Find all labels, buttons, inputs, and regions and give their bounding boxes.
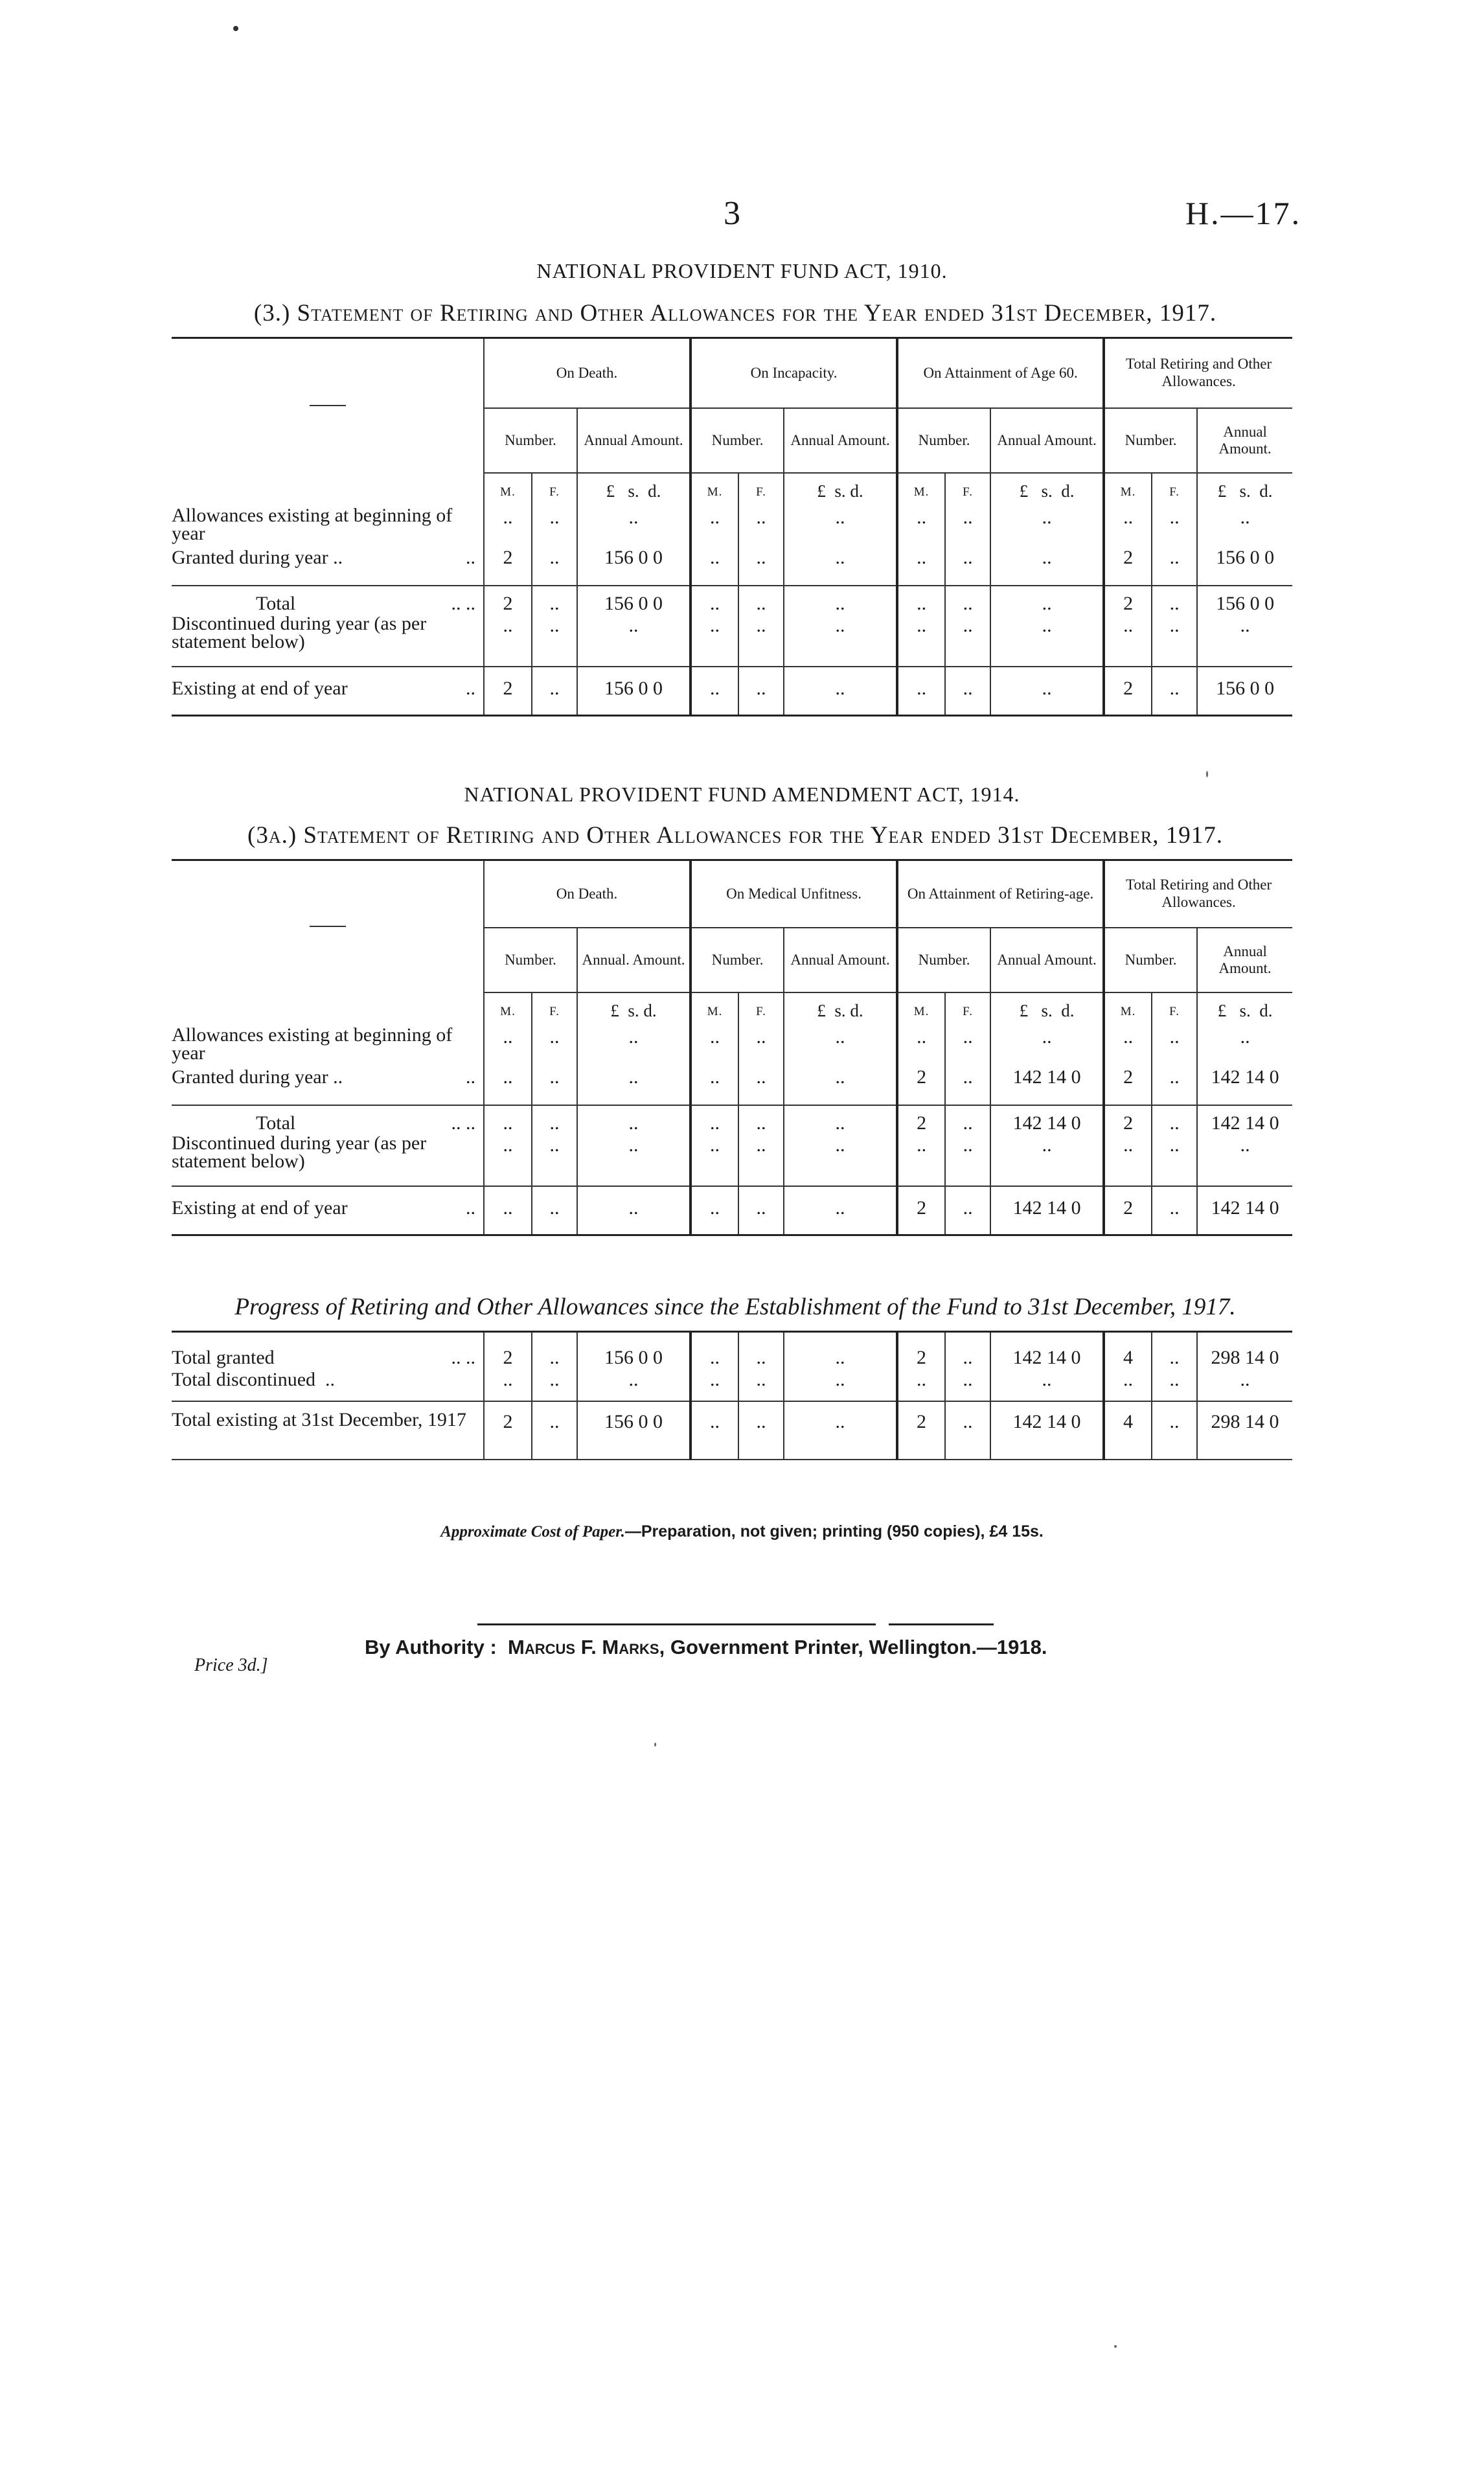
cell: .. xyxy=(897,507,945,547)
cell: 2 xyxy=(484,1332,532,1370)
row-label: Existing at end of year .. xyxy=(172,677,475,699)
cell: .. xyxy=(577,615,691,667)
cell: .. xyxy=(945,547,990,586)
annual-subheader: Annual Amount. xyxy=(577,408,691,473)
cell: .. xyxy=(1152,547,1197,586)
cell: .. xyxy=(945,1105,990,1134)
cell: .. xyxy=(691,547,738,586)
cell: 142 14 0 xyxy=(990,1066,1104,1105)
cell: .. xyxy=(691,1401,738,1460)
cell: 2 xyxy=(897,1332,945,1370)
cell: .. xyxy=(577,1066,691,1105)
cell: .. xyxy=(1104,1134,1152,1186)
cell: .. xyxy=(1104,507,1152,547)
cell: .. xyxy=(784,547,897,586)
cell: 2 xyxy=(1104,1105,1152,1134)
female-column-label: F. xyxy=(945,473,990,507)
row-label: Granted during year .. .. xyxy=(172,546,475,568)
female-column-label: F. xyxy=(738,992,784,1026)
cell: .. xyxy=(738,1066,784,1105)
cell: .. xyxy=(691,1105,738,1134)
cell: .. xyxy=(945,507,990,547)
cell: .. xyxy=(897,547,945,586)
cell: .. xyxy=(1104,1026,1152,1066)
number-subheader: Number. xyxy=(897,408,990,473)
male-column-label: M. xyxy=(484,992,532,1026)
cell: .. xyxy=(897,1369,945,1401)
cell: .. xyxy=(532,1186,577,1235)
cell: 142 14 0 xyxy=(990,1332,1104,1370)
cell: .. xyxy=(1197,1134,1292,1186)
male-column-label: M. xyxy=(1104,473,1152,507)
cell: .. xyxy=(990,1026,1104,1066)
row-label: Discontinued during year (as per statement below) xyxy=(172,1132,427,1172)
cell: .. xyxy=(691,1186,738,1235)
cell: .. xyxy=(532,667,577,716)
lsd-label: £ s. d. xyxy=(1197,473,1292,507)
cell: .. xyxy=(990,507,1104,547)
lsd-label: £ s. d. xyxy=(577,992,691,1026)
cell: .. xyxy=(691,507,738,547)
cell: .. xyxy=(484,615,532,667)
lsd-label: £ s. d. xyxy=(1197,992,1292,1026)
cell: .. xyxy=(484,1134,532,1186)
cell: .. xyxy=(484,1105,532,1134)
act-title-1914: NATIONAL PROVIDENT FUND AMENDMENT ACT, 1914. xyxy=(464,783,1020,806)
group-header: On Death. xyxy=(484,860,691,928)
cell: .. xyxy=(784,1186,897,1235)
cell: .. xyxy=(738,667,784,716)
statement-table-1 xyxy=(172,337,1292,716)
cell: .. xyxy=(1152,1066,1197,1105)
number-subheader: Number. xyxy=(1104,928,1197,992)
cell: 156 0 0 xyxy=(577,1332,691,1370)
statement-heading-2: (3a.) Statement of Retiring and Other Allowances for the Year ended 31st December, 1917. xyxy=(247,822,1223,849)
row-label: Allowances existing at beginning of year xyxy=(172,504,453,544)
cell: .. xyxy=(784,1134,897,1186)
header-dash xyxy=(310,405,346,406)
cell: .. xyxy=(897,667,945,716)
number-subheader: Number. xyxy=(484,928,577,992)
cell: 156 0 0 xyxy=(577,1401,691,1460)
female-column-label: F. xyxy=(532,992,577,1026)
table-row xyxy=(172,1401,1292,1460)
cell: .. xyxy=(1152,1105,1197,1134)
cell: .. xyxy=(577,1105,691,1134)
cell: .. xyxy=(738,1186,784,1235)
annual-subheader: Annual Amount. xyxy=(1197,928,1292,992)
female-column-label: F. xyxy=(1152,473,1197,507)
cell: .. xyxy=(738,1026,784,1066)
printer-authority: By Authority : Marcus F. Marks, Government Printer, Wellington.—1918. xyxy=(365,1636,1047,1658)
cell: 2 xyxy=(1104,1186,1152,1235)
cell: .. xyxy=(691,1134,738,1186)
cell: .. xyxy=(577,1134,691,1186)
cell: .. xyxy=(738,1134,784,1186)
row-label: Total existing at 31st December, 1917 xyxy=(172,1409,466,1430)
cell: .. xyxy=(532,507,577,547)
cell: .. xyxy=(990,586,1104,615)
cell: .. xyxy=(738,507,784,547)
cell: .. xyxy=(945,1186,990,1235)
cell: .. xyxy=(1104,615,1152,667)
cell: .. xyxy=(691,586,738,615)
cell: .. xyxy=(990,547,1104,586)
cell: 142 14 0 xyxy=(1197,1105,1292,1134)
cell: .. xyxy=(532,1401,577,1460)
cell: 2 xyxy=(484,1401,532,1460)
cell: .. xyxy=(484,1369,532,1401)
cell: .. xyxy=(532,1066,577,1105)
cell: .. xyxy=(691,615,738,667)
statement-table-2 xyxy=(172,859,1292,1236)
scan-speck xyxy=(1206,771,1208,777)
row-label: Total discontinued .. xyxy=(172,1369,336,1390)
table-row xyxy=(172,1369,1292,1401)
male-column-label: M. xyxy=(691,473,738,507)
female-column-label: F. xyxy=(738,473,784,507)
cost-of-paper: Approximate Cost of Paper.—Preparation, not given; printing (950 copies), £4 15s. xyxy=(440,1522,1044,1541)
female-column-label: F. xyxy=(532,473,577,507)
cell: .. xyxy=(738,586,784,615)
cell: .. xyxy=(1152,1369,1197,1401)
annual-subheader: Annual Amount. xyxy=(1197,408,1292,473)
cell: .. xyxy=(577,1026,691,1066)
cell: .. xyxy=(945,586,990,615)
cell: 298 14 0 xyxy=(1197,1401,1292,1460)
cell: .. xyxy=(1152,1401,1197,1460)
scan-speck xyxy=(233,26,238,31)
table-row xyxy=(172,507,1292,547)
cell: .. xyxy=(784,1401,897,1460)
cell: 156 0 0 xyxy=(1197,667,1292,716)
cell: .. xyxy=(945,1066,990,1105)
lsd-label: £ s. d. xyxy=(784,992,897,1026)
cell: 4 xyxy=(1104,1401,1152,1460)
cell: .. xyxy=(738,615,784,667)
cell: 2 xyxy=(484,667,532,716)
cell: .. xyxy=(1197,1369,1292,1401)
cell: 156 0 0 xyxy=(577,586,691,615)
cell: .. xyxy=(577,1369,691,1401)
cell: .. xyxy=(1197,1026,1292,1066)
number-subheader: Number. xyxy=(484,408,577,473)
table-row xyxy=(172,1186,1292,1235)
row-label: Total granted .. .. xyxy=(172,1347,475,1368)
cell: .. xyxy=(691,1332,738,1370)
female-column-label: F. xyxy=(1152,992,1197,1026)
table-row xyxy=(172,586,1292,615)
table-row xyxy=(172,615,1292,667)
group-header: On Medical Unfitness. xyxy=(691,860,897,928)
cell: .. xyxy=(945,1369,990,1401)
group-header: On Death. xyxy=(484,338,691,408)
cell: .. xyxy=(691,1066,738,1105)
cell: 2 xyxy=(1104,667,1152,716)
cell: .. xyxy=(738,1401,784,1460)
male-column-label: M. xyxy=(484,473,532,507)
cell: .. xyxy=(1197,507,1292,547)
cell: .. xyxy=(1152,615,1197,667)
document-reference: H.—17. xyxy=(1185,195,1302,231)
price: Price 3d.] xyxy=(194,1655,268,1675)
cell: .. xyxy=(484,1066,532,1105)
cell: .. xyxy=(484,1026,532,1066)
table-row xyxy=(172,1066,1292,1105)
cell: .. xyxy=(897,1134,945,1186)
cell: .. xyxy=(532,547,577,586)
cell: .. xyxy=(738,1105,784,1134)
annual-subheader: Annual Amount. xyxy=(990,408,1104,473)
scan-speck xyxy=(1114,2345,1117,2348)
male-column-label: M. xyxy=(1104,992,1152,1026)
cell: 156 0 0 xyxy=(577,547,691,586)
cell: .. xyxy=(784,1066,897,1105)
group-header: On Attainment of Age 60. xyxy=(897,338,1104,408)
cell: 2 xyxy=(1104,547,1152,586)
progress-heading: Progress of Retiring and Other Allowances since the Establishment of the Fund to 31st December, 1917. xyxy=(234,1294,1236,1320)
cell: 142 14 0 xyxy=(1197,1186,1292,1235)
group-header: Total Retiring and Other Allowances. xyxy=(1104,860,1292,928)
lsd-label: £ s. d. xyxy=(577,473,691,507)
cell: .. xyxy=(532,586,577,615)
cell: .. xyxy=(532,1105,577,1134)
cell: .. xyxy=(1152,1332,1197,1370)
footer-rule xyxy=(889,1623,994,1625)
cell: .. xyxy=(532,1134,577,1186)
cell: .. xyxy=(484,1186,532,1235)
cell: .. xyxy=(738,1332,784,1370)
row-label: Allowances existing at beginning of year xyxy=(172,1024,453,1064)
statement-heading-1: (3.) Statement of Retiring and Other Allowances for the Year ended 31st December, 1917. xyxy=(253,300,1217,327)
cell: .. xyxy=(691,667,738,716)
cell: .. xyxy=(990,1134,1104,1186)
cell: 2 xyxy=(484,586,532,615)
group-header: On Attainment of Retiring-age. xyxy=(897,860,1104,928)
cell: .. xyxy=(738,1369,784,1401)
number-subheader: Number. xyxy=(1104,408,1197,473)
cell: .. xyxy=(1152,1134,1197,1186)
page-number: 3 xyxy=(724,195,740,232)
cell: .. xyxy=(945,615,990,667)
cell: .. xyxy=(897,1026,945,1066)
cell: .. xyxy=(990,615,1104,667)
number-subheader: Number. xyxy=(897,928,990,992)
table-row xyxy=(172,1332,1292,1370)
cell: .. xyxy=(990,1369,1104,1401)
female-column-label: F. xyxy=(945,992,990,1026)
annual-subheader: Annual Amount. xyxy=(784,408,897,473)
lsd-label: £ s. d. xyxy=(990,473,1104,507)
male-column-label: M. xyxy=(691,992,738,1026)
act-title-1910: NATIONAL PROVIDENT FUND ACT, 1910. xyxy=(536,259,948,282)
progress-table xyxy=(172,1331,1292,1460)
cell: .. xyxy=(532,1369,577,1401)
cell: .. xyxy=(532,1026,577,1066)
cell: .. xyxy=(1152,586,1197,615)
table-row xyxy=(172,667,1292,716)
lsd-label: £ s. d. xyxy=(990,992,1104,1026)
cell: .. xyxy=(784,1369,897,1401)
cell: .. xyxy=(945,1026,990,1066)
cell: 156 0 0 xyxy=(1197,547,1292,586)
cell: .. xyxy=(1197,615,1292,667)
header-dash xyxy=(310,926,346,927)
table-row xyxy=(172,547,1292,586)
cell: 2 xyxy=(897,1066,945,1105)
cell: 142 14 0 xyxy=(990,1186,1104,1235)
table-row xyxy=(172,1026,1292,1066)
scan-speck xyxy=(654,1743,656,1747)
lsd-label: £ s. d. xyxy=(784,473,897,507)
male-column-label: M. xyxy=(897,992,945,1026)
cell: 2 xyxy=(1104,1066,1152,1105)
cell: 2 xyxy=(897,1401,945,1460)
group-header: On Incapacity. xyxy=(691,338,897,408)
cell: 2 xyxy=(1104,586,1152,615)
cell: .. xyxy=(784,1105,897,1134)
row-label: Granted during year .. .. xyxy=(172,1066,475,1088)
cell: .. xyxy=(577,1186,691,1235)
cell: .. xyxy=(784,1332,897,1370)
group-header: Total Retiring and Other Allowances. xyxy=(1104,338,1292,408)
cell: .. xyxy=(577,507,691,547)
cell: .. xyxy=(691,1369,738,1401)
cell: .. xyxy=(784,1026,897,1066)
cell: .. xyxy=(1152,1026,1197,1066)
annual-subheader: Annual Amount. xyxy=(784,928,897,992)
cell: .. xyxy=(990,667,1104,716)
cell: .. xyxy=(784,507,897,547)
cell: .. xyxy=(532,615,577,667)
cell: .. xyxy=(897,586,945,615)
cell: 142 14 0 xyxy=(990,1105,1104,1134)
annual-subheader: Annual Amount. xyxy=(990,928,1104,992)
cell: 2 xyxy=(897,1105,945,1134)
cell: 4 xyxy=(1104,1332,1152,1370)
row-label: Total .. .. xyxy=(256,592,475,614)
cell: .. xyxy=(784,615,897,667)
cell: .. xyxy=(532,1332,577,1370)
cell: 156 0 0 xyxy=(577,667,691,716)
cell: .. xyxy=(1152,1186,1197,1235)
cell: .. xyxy=(738,547,784,586)
cell: .. xyxy=(897,615,945,667)
row-label: Existing at end of year .. xyxy=(172,1197,475,1219)
cell: 2 xyxy=(897,1186,945,1235)
cell: .. xyxy=(945,1401,990,1460)
table-row xyxy=(172,1105,1292,1134)
cell: 142 14 0 xyxy=(1197,1066,1292,1105)
cell: .. xyxy=(1104,1369,1152,1401)
annual-subheader: Annual. Amount. xyxy=(577,928,691,992)
footer-rule xyxy=(477,1623,876,1625)
cell: 156 0 0 xyxy=(1197,586,1292,615)
cell: 298 14 0 xyxy=(1197,1332,1292,1370)
number-subheader: Number. xyxy=(691,928,784,992)
cell: .. xyxy=(945,1332,990,1370)
row-label: Total .. .. xyxy=(256,1112,475,1134)
row-label: Discontinued during year (as per statement below) xyxy=(172,612,427,652)
cell: .. xyxy=(691,1026,738,1066)
cell: 2 xyxy=(484,547,532,586)
table-row xyxy=(172,1134,1292,1186)
cell: .. xyxy=(1152,507,1197,547)
cell: .. xyxy=(784,667,897,716)
male-column-label: M. xyxy=(897,473,945,507)
cell: .. xyxy=(945,667,990,716)
cell: .. xyxy=(784,586,897,615)
cell: 142 14 0 xyxy=(990,1401,1104,1460)
cell: .. xyxy=(945,1134,990,1186)
cell: .. xyxy=(1152,667,1197,716)
number-subheader: Number. xyxy=(691,408,784,473)
cell: .. xyxy=(484,507,532,547)
